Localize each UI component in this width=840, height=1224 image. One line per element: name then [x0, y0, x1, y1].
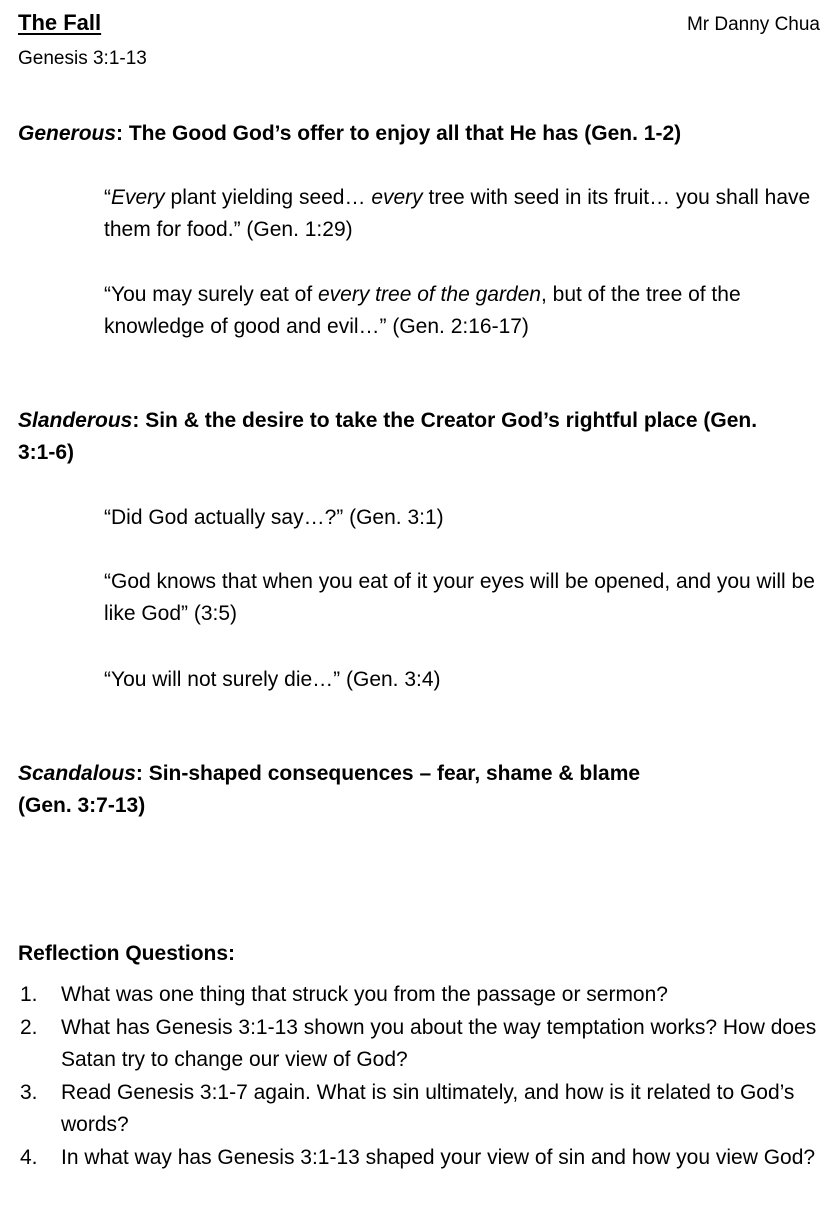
section-heading-generous — [18, 118, 818, 150]
page-title: The Fall — [18, 10, 102, 35]
question-number: 2. — [20, 1016, 38, 1039]
passage-reference: Genesis 3:1-13 — [18, 48, 147, 69]
list-item — [18, 979, 833, 1011]
scripture-quote — [104, 566, 829, 630]
section-heading-slanderous — [18, 405, 778, 469]
quote-text: “ — [104, 186, 111, 209]
quote-text: “You may surely eat of — [104, 283, 318, 306]
reflection-questions-list — [18, 979, 833, 1175]
section-heading-reference: (Gen. 3:7-13) — [18, 794, 146, 817]
scripture-quote — [104, 279, 824, 343]
question-text: What was one thing that struck you from the passage or sermon? — [61, 983, 668, 1006]
quote-text: plant yielding seed… — [164, 186, 372, 209]
section-heading-text: : Sin & the desire to take the Creator God’s rightful place (Gen. 3:1-6) — [18, 409, 758, 464]
list-item — [18, 1012, 833, 1076]
scripture-quote — [104, 664, 824, 696]
quote-text: , but of the tree of the knowledge of good and evil…” (Gen. 2:16-17) — [104, 283, 741, 338]
question-number: 4. — [20, 1146, 38, 1169]
quote-text: “You will not surely die…” (Gen. 3:4) — [104, 668, 441, 691]
section-heading-scandalous — [18, 758, 818, 822]
reflection-title: Reflection Questions: — [18, 942, 236, 965]
section-keyword: Scandalous — [18, 762, 136, 785]
scripture-quote — [104, 502, 824, 534]
quote-text: “Did God actually say…?” (Gen. 3:1) — [104, 506, 444, 529]
section-heading-text: : Sin-shaped consequences – fear, shame & blame — [135, 762, 641, 785]
question-number: 1. — [20, 983, 38, 1006]
quote-text: “God knows that when you eat of it your eyes will be opened, and you will be like God” (3:5) — [104, 570, 815, 625]
question-text: What has Genesis 3:1-13 shown you about the way temptation works? How does Satan try to change our view of God? — [61, 1016, 817, 1071]
quote-emphasis: every — [371, 186, 423, 209]
list-item — [18, 1142, 833, 1174]
scripture-quote — [104, 182, 824, 246]
speaker-name: Mr Danny Chua — [686, 14, 820, 35]
list-item — [18, 1077, 833, 1141]
section-heading-text: : The Good God’s offer to enjoy all that He has (Gen. 1-2) — [116, 122, 682, 145]
question-number: 3. — [20, 1081, 38, 1104]
section-keyword: Generous — [18, 122, 117, 145]
question-text: In what way has Genesis 3:1-13 shaped your view of sin and how you view God? — [61, 1146, 816, 1169]
question-text: Read Genesis 3:1-7 again. What is sin ultimately, and how is it related to God’s words? — [61, 1081, 795, 1136]
quote-emphasis: Every — [111, 186, 165, 209]
section-keyword: Slanderous — [18, 409, 133, 432]
quote-text: tree with seed in its fruit… you shall have them for food.” (Gen. 1:29) — [104, 186, 811, 241]
quote-emphasis: every tree of the garden — [318, 283, 541, 306]
